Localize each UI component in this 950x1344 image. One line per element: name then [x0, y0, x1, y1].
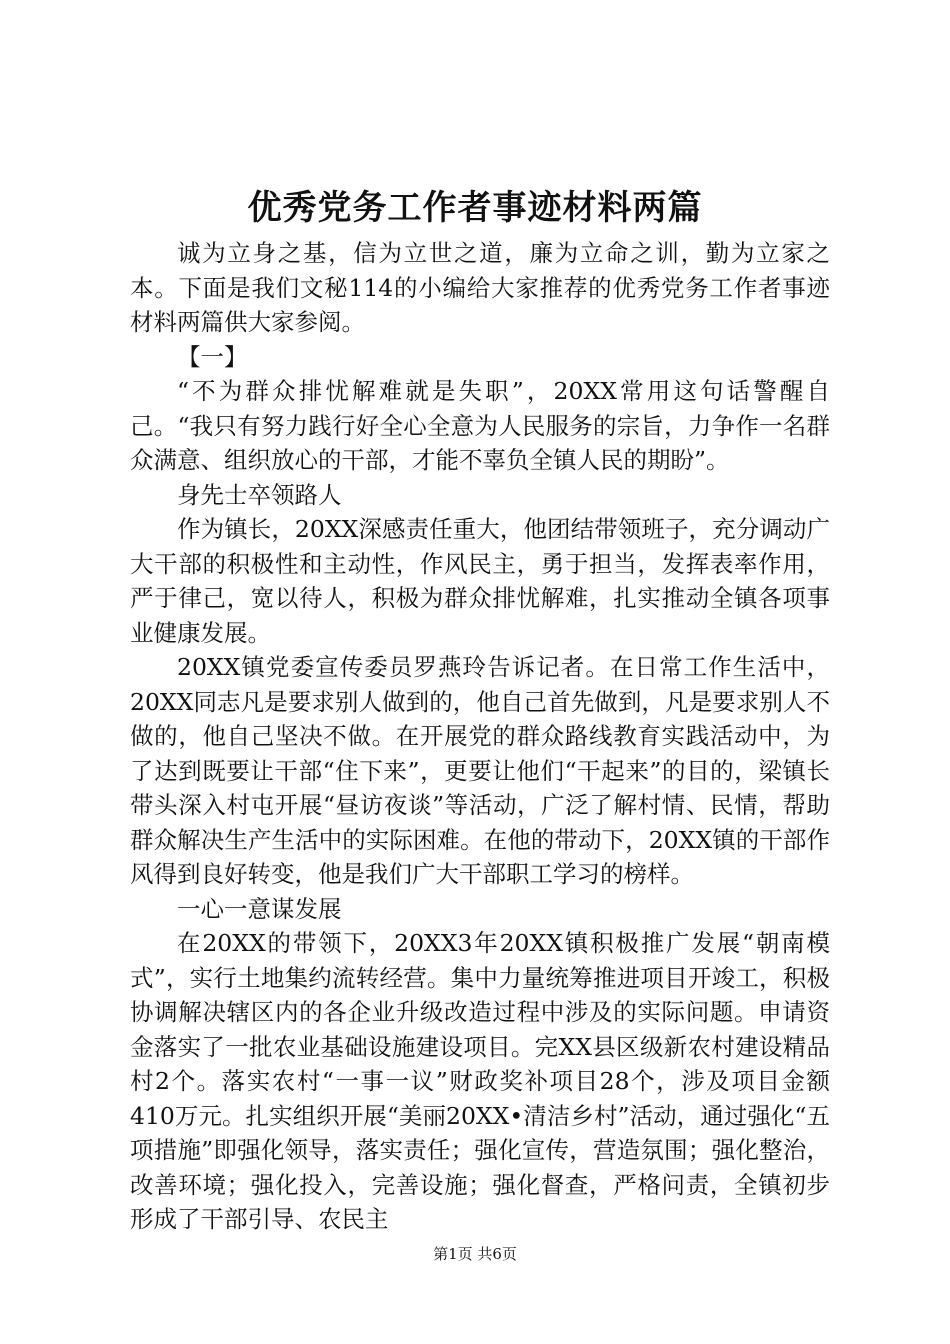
body-paragraph: 20XX镇党委宣传委员罗燕玲告诉记者。在日常工作生活中，20XX同志凡是要求别人做到的，他自己首先做到，凡是要求别人不做的，他自己坚决不做。在开展党的群众路线教育实践活动中，为了达到既要让干部“住下来”，更要让他们“干起来”的目的，梁镇长带头深入村屯开展“昼访夜谈”等活动，广泛了解村情、民情，帮助群众解决生产生活中的实际困难。在他的带动下，20XX镇的干部作风得到良好转变，他是我们广大干部职工学习的榜样。 [130, 653, 830, 888]
document-title: 优秀党务工作者事迹材料两篇 [247, 188, 703, 228]
body-paragraph: 作为镇长，20XX深感责任重大，他团结带领班子，充分调动广大干部的积极性和主动性，作风民主，勇于担当，发挥表率作用，严于律己，宽以待人，积极为群众排忧解难，扎实推动全镇各项事业健康发展。 [130, 515, 830, 647]
page-footer: 第1页 共6页 [433, 1245, 517, 1263]
intro-paragraph: 诚为立身之基，信为立世之道，廉为立命之训，勤为立家之本。下面是我们文秘114的小编给大家推荐的优秀党务工作者事迹材料两篇供大家参阅。 [130, 239, 830, 336]
body-paragraph: “不为群众排忧解难就是失职”，20XX常用这句话警醒自己。“我只有努力践行好全心全意为人民服务的宗旨，力争作一名群众满意、组织放心的干部，才能不辜负全镇人民的期盼”。 [130, 377, 830, 474]
body-paragraph: 在20XX的带领下，20XX3年20XX镇积极推广发展“朝南模式”，实行土地集约流转经营。集中力量统筹推进项目开竣工，积极协调解决辖区内的各企业升级改造过程中涉及的实际问题。申请资金落实了一批农业基础设施建设项目。完XX县区级新农村建设精品村2个。落实农村“一事一议”财政奖补项目28个，涉及项目金额410万元。扎实组织开展“美丽20XX•清洁乡村”活动，通过强化“五项措施”即强化领导，落实责任；强化宣传，营造氛围；强化整治，改善环境；强化投入，完善设施；强化督查，严格问责，全镇初步形成了干部引导、农民主 [130, 929, 830, 1233]
subheading: 一心一意谋发展 [177, 894, 342, 923]
subheading: 身先士卒领路人 [177, 480, 342, 509]
section-marker: 【一】 [177, 342, 248, 371]
document-body [130, 236, 830, 1237]
